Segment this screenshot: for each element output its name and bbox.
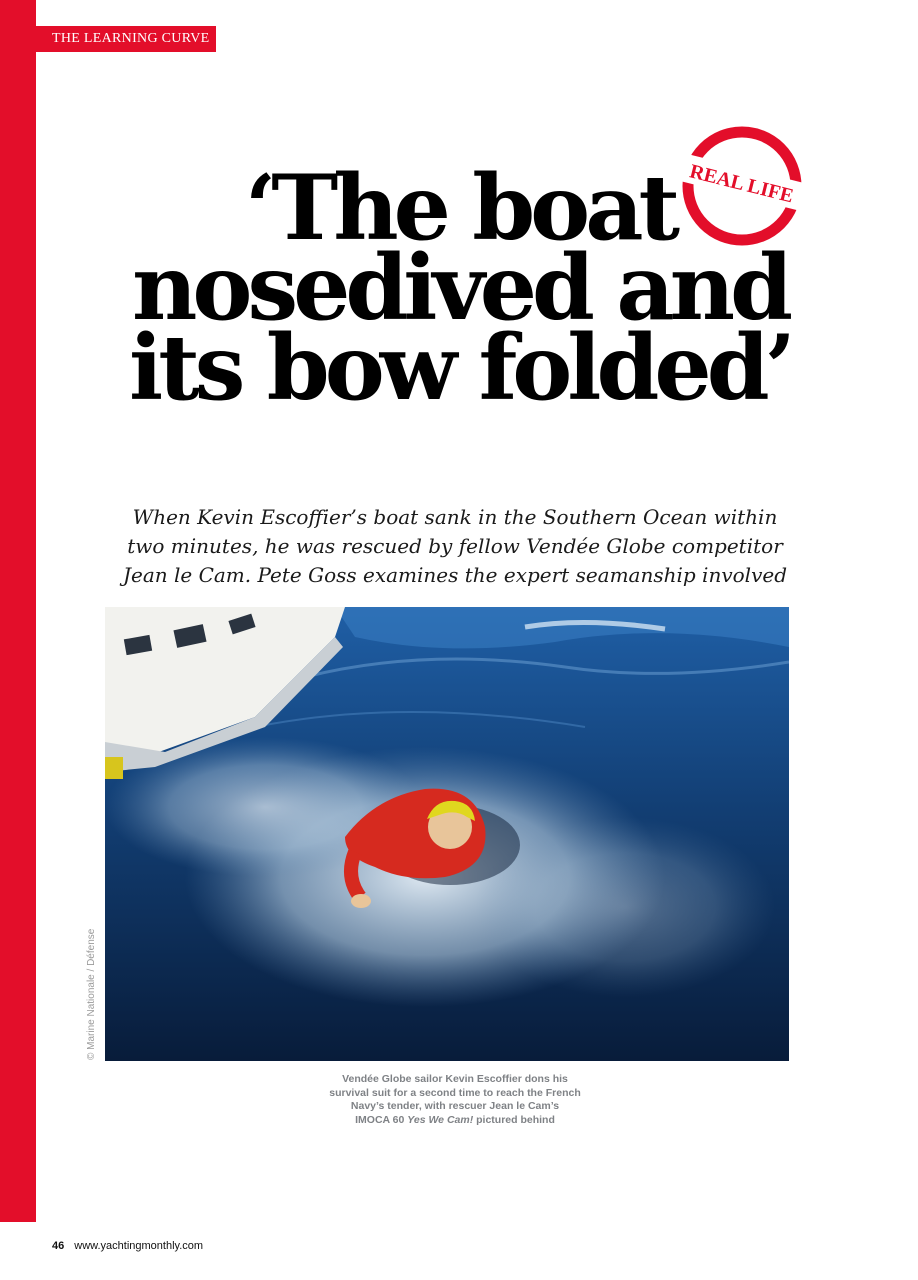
rescue-photo [105, 607, 789, 1061]
caption-line-2: survival suit for a second time to reach the French [329, 1086, 581, 1099]
caption-line-4-suffix: pictured behind [473, 1113, 555, 1126]
headline-line-3: its bow folded’ [129, 315, 791, 421]
standfirst [110, 503, 800, 590]
standfirst-line-1: When Kevin Escoffier’s boat sank in the Southern Ocean within [132, 505, 778, 529]
section-label: THE LEARNING CURVE [36, 26, 216, 52]
standfirst-line-3: Jean le Cam. Pete Goss examines the expert seamanship involved [122, 563, 788, 587]
photo-credit: © Marine Nationale / Défense [86, 928, 97, 1060]
page-footer [52, 1240, 203, 1252]
headline-line-2: nosedived and [131, 235, 788, 341]
website-link[interactable]: www.yachtingmonthly.com [74, 1240, 204, 1252]
standfirst-line-2: two minutes, he was rescued by fellow Vendée Globe competitor [127, 534, 783, 558]
photo-caption [310, 1073, 600, 1127]
page-number: 46 [52, 1240, 65, 1252]
caption-line-1: Vendée Globe sailor Kevin Escoffier dons his [342, 1073, 568, 1085]
stamp-text: REAL LIFE [687, 160, 796, 208]
caption-line-3: Navy’s tender, with rescuer Jean le Cam’s [350, 1100, 560, 1112]
caption-line-4 [310, 1114, 600, 1128]
headline [80, 155, 840, 421]
caption-boat-name: Yes We Cam! [407, 1113, 474, 1126]
caption-line-4-prefix: IMOCA 60 [355, 1113, 408, 1126]
headline-line-1: ‘The boat [244, 155, 676, 261]
accent-bar [0, 0, 36, 1222]
